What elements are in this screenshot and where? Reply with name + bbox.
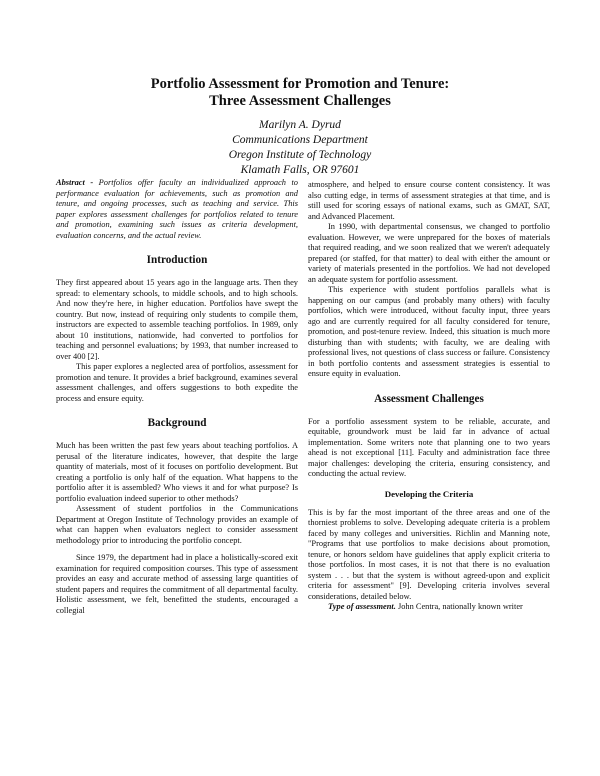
left-column — [56, 178, 298, 616]
author-location: Klamath Falls, OR 97601 — [240, 164, 360, 176]
background-paragraph-1: Much has been written the past few years about teaching portfolios. A perusal of the literature indicates, however, that despite the large quantity of materials, most of it focuses on portfolio development. But creating a portfolio is only half of the equation. What happens to the portfolio after it is assembled? Who views it and for what purpose? Is portfolio evaluation indeed superior to other methods? — [56, 441, 298, 503]
paper-title — [0, 76, 600, 110]
abstract-label: Abstract - — [56, 178, 94, 187]
introduction-paragraph-1: They first appeared about 15 years ago in the language arts. Then they spread: to elementary schools, to middle schools, and to high schools. And now they're here, in higher education. Portfolios have swept the country. But now, instead of requiring only students to compile them, instructors are expected to assemble teaching portfolios. In 1989, only about 10 institutions, nationwide, had converted to portfolios for teaching and personnel evaluations; by 1993, that number increased to over 400 [2]. — [56, 278, 298, 361]
background-paragraph-2: Assessment of student portfolios in the Communications Department at Oregon Institute of Technology provides an example of what can happen when evaluators neglect to consider assessment methodology prior to introducing the portfolio concept. — [56, 504, 298, 545]
type-of-assessment-label: Type of assessment. — [328, 602, 396, 611]
developing-criteria-paragraph: This is by far the most important of the three areas and one of the thorniest problems to solve. Developing adequate criteria is a problem faced by many colleges and universities. Richlin and Manning note, "Programs that use portfolios to make decisions about promotion, tenure, or honors seldom have guidelines that apply explicit criteria to those portfolios. In most cases, it is not that there is no evaluation system . . . but that the system is without agreed-upon and explicit criteria for assessment" [9]. Developing criteria involves several considerations, detailed below. — [308, 507, 550, 601]
abstract-text: Portfolios offer faculty an individualized approach to performance evaluation for achievements, such as promotion and tenure, and ongoing processes, such as teaching and service. This paper explores assessment challenges for portfolios related to tenure and promotion, examining such issues as criteria development, evaluation concerns, and the actual review. — [56, 178, 298, 240]
introduction-heading: Introduction — [146, 254, 208, 266]
assessment-challenges-paragraph: For a portfolio assessment system to be reliable, accurate, and equitable, groundwork must be laid far in advance of actual implementation. Some writers note that planning one to two years ahead is not exceptional [11]. Faculty and administration face three major challenges: developing the criteria, ensuring consistency, and conducting the actual review. — [308, 416, 550, 478]
type-of-assessment-text: John Centra, nationally known writer — [397, 602, 523, 611]
author-name: Marilyn A. Dyrud — [259, 119, 341, 131]
right-column — [308, 180, 550, 613]
developing-criteria-heading: Developing the Criteria — [384, 488, 474, 499]
abstract — [56, 178, 298, 241]
author-institution: Oregon Institute of Technology — [228, 149, 372, 161]
background-paragraph-3: Since 1979, the department had in place a holistically-scored exit examination for required composition courses. This type of assessment provides an easy and accurate method of assessing large quantities of student papers and requires the commitment of all departmental faculty. Holistic assessment, we felt, benefitted the students, encouraged a collegial — [56, 553, 298, 615]
author-department: Communications Department — [232, 134, 368, 146]
title-line-1: Portfolio Assessment for Promotion and Tenure: — [150, 76, 450, 92]
assessment-challenges-heading: Assessment Challenges — [374, 392, 484, 405]
right-paragraph-1: atmosphere, and helped to ensure course content consistency. It was also cutting edge, in terms of assessment strategies at that time, and is still used for scoring essays of national exams, such as GMAT, SAT, and Advanced Placement. — [308, 180, 550, 221]
title-line-2: Three Assessment Challenges — [209, 93, 391, 109]
right-paragraph-3: This experience with student portfolios parallels what is happening on our campus (and probably many others) with faculty portfolios, which were introduced, without faculty input, three years ago and are currently required for all faculty considered for tenure, promotion, and post-tenure review. Indeed, this situation is much more disturbing than with students; with faculty, we are dealing with professional lives, not questions of class success or failure. Consistency in both portfolio contents and assessment strategies is essential to ensure equity in evaluation. — [308, 285, 550, 378]
type-of-assessment-paragraph — [308, 602, 550, 613]
right-paragraph-2: In 1990, with departmental consensus, we changed to portfolio evaluation. However, we were unprepared for the boxes of materials that required reading, and we soon realized that we weren't adequately prepared (or staffed, for that matter) to deal with either the amount or variety of materials presented in the portfolios. We had not developed an adequate system for portfolio assessment. — [308, 222, 550, 284]
introduction-paragraph-2: This paper explores a neglected area of portfolios, assessment for promotion and tenure. It provides a brief background, examines several assessment challenges, and offers suggestions to both expedite the process and ensure equity. — [56, 362, 298, 403]
author-block — [0, 118, 600, 178]
background-heading: Background — [147, 417, 207, 429]
